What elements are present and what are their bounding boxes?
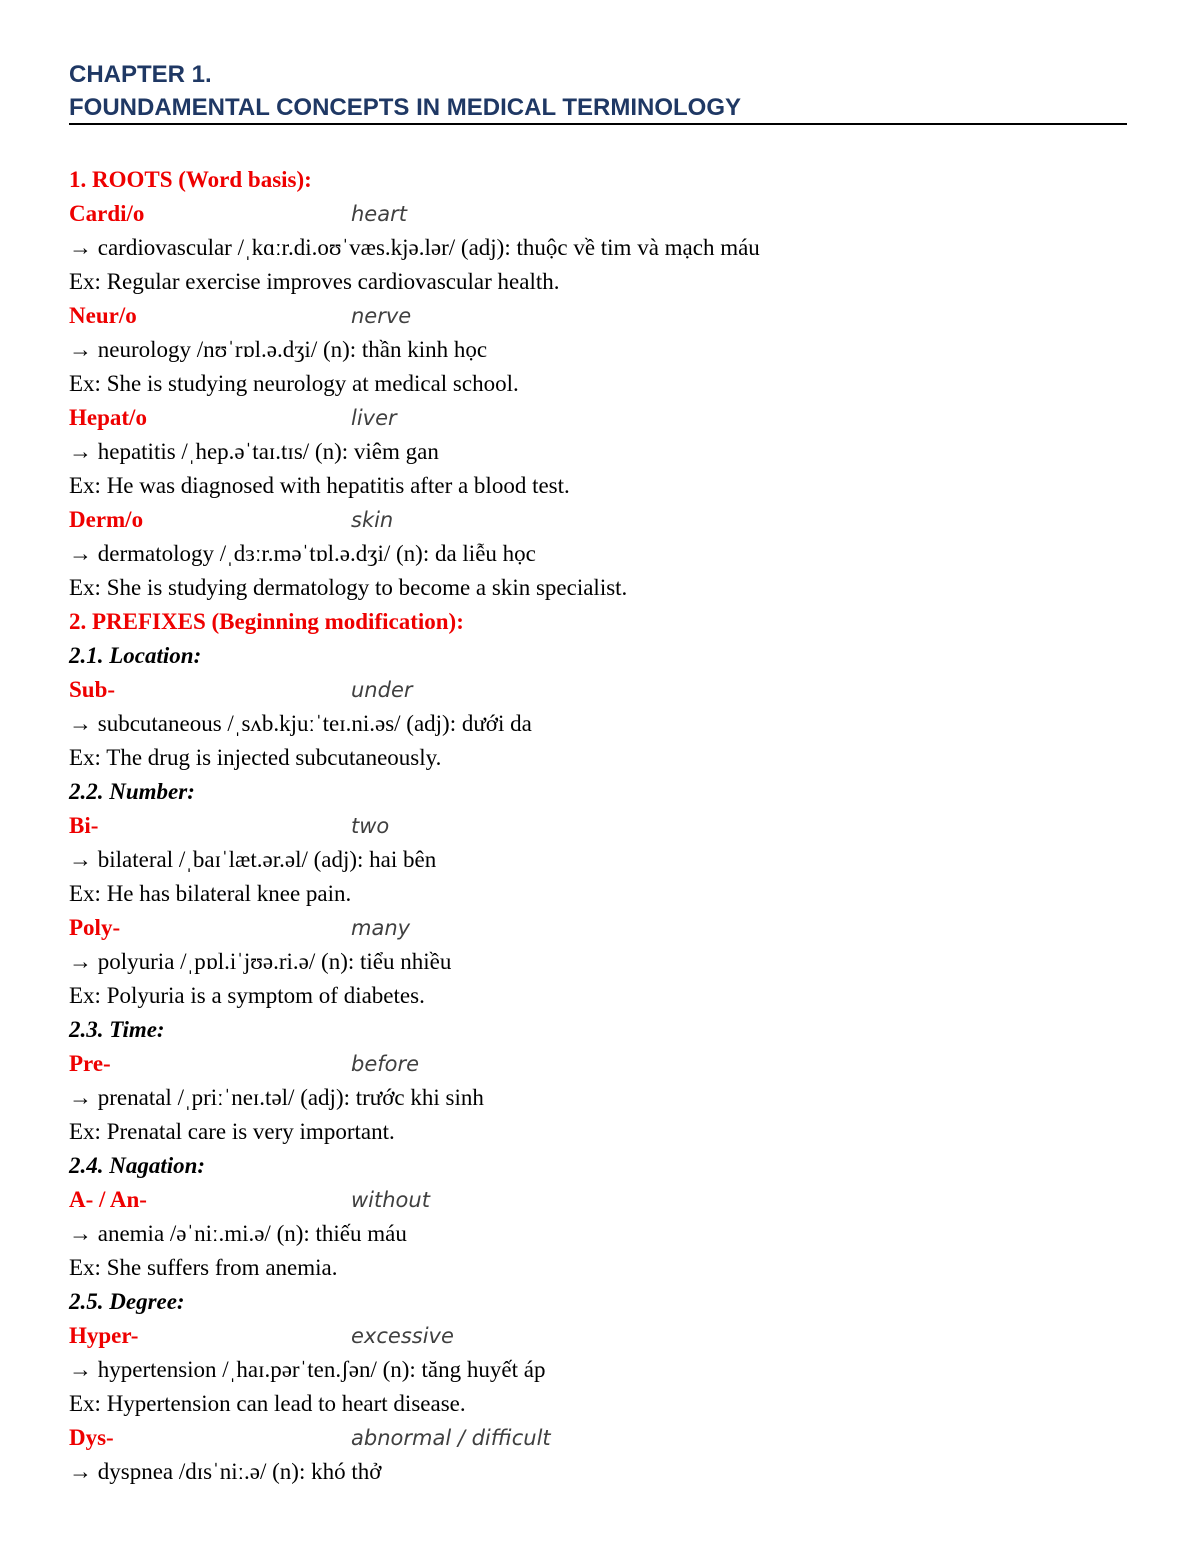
subsection-heading-degree: 2.5. Degree: xyxy=(69,1289,185,1314)
term-row xyxy=(69,911,1129,945)
term: Dys- xyxy=(69,1425,114,1450)
term-row xyxy=(69,503,1129,537)
subsection-heading-location: 2.1. Location: xyxy=(69,643,202,668)
term: Derm/o xyxy=(69,507,144,532)
header-divider xyxy=(69,123,1127,125)
term: Hyper- xyxy=(69,1323,139,1348)
term-meaning: skin xyxy=(351,508,394,532)
term-meaning: before xyxy=(351,1052,420,1076)
term-row xyxy=(69,1183,1129,1217)
chapter-title: FOUNDAMENTAL CONCEPTS IN MEDICAL TERMINOLOGY xyxy=(69,94,741,121)
subsection-heading-number: 2.2. Number: xyxy=(69,779,195,804)
term-row xyxy=(69,197,1129,231)
term-meaning: abnormal / difficult xyxy=(351,1426,551,1450)
term: Sub- xyxy=(69,677,116,702)
example-line: Ex: The drug is injected subcutaneously. xyxy=(69,745,442,770)
word-line: → neurology /nʊˈrɒl.ə.dʒi/ (n): thần kinh học xyxy=(69,337,488,362)
term-row xyxy=(69,1421,1129,1455)
term: Cardi/o xyxy=(69,201,145,226)
section-heading-prefixes: 2. PREFIXES (Beginning modification): xyxy=(69,609,464,634)
term: Hepat/o xyxy=(69,405,147,430)
term: Neur/o xyxy=(69,303,137,328)
word-line: → anemia /əˈniː.mi.ə/ (n): thiếu máu xyxy=(69,1221,407,1246)
term-meaning: heart xyxy=(351,202,407,226)
chapter-header xyxy=(69,58,1127,124)
word-line: → bilateral /ˌbaɪˈlæt.ər.əl/ (adj): hai bên xyxy=(69,847,437,872)
term-meaning: liver xyxy=(351,406,397,430)
example-line: Ex: She is studying dermatology to become a skin specialist. xyxy=(69,575,628,600)
example-line: Ex: Hypertension can lead to heart disease. xyxy=(69,1391,466,1416)
term: Bi- xyxy=(69,813,99,838)
term-meaning: excessive xyxy=(351,1324,454,1348)
subsection-heading-negation: 2.4. Nagation: xyxy=(69,1153,206,1178)
term-row xyxy=(69,809,1129,843)
subsection-heading-time: 2.3. Time: xyxy=(69,1017,165,1042)
term: A- / An- xyxy=(69,1187,147,1212)
term: Pre- xyxy=(69,1051,111,1076)
term-meaning: many xyxy=(351,916,411,940)
term-row xyxy=(69,1319,1129,1353)
example-line: Ex: Prenatal care is very important. xyxy=(69,1119,395,1144)
example-line: Ex: He has bilateral knee pain. xyxy=(69,881,352,906)
term-meaning: without xyxy=(351,1188,430,1212)
example-line: Ex: Regular exercise improves cardiovascular health. xyxy=(69,269,560,294)
example-line: Ex: She is studying neurology at medical school. xyxy=(69,371,519,396)
word-line: → prenatal /ˌpriːˈneɪ.təl/ (adj): trước khi sinh xyxy=(69,1085,484,1110)
term: Poly- xyxy=(69,915,121,940)
word-line: → dyspnea /dɪsˈniː.ə/ (n): khó thở xyxy=(69,1459,382,1484)
section-heading-roots: 1. ROOTS (Word basis): xyxy=(69,167,312,192)
example-line: Ex: He was diagnosed with hepatitis after a blood test. xyxy=(69,473,570,498)
term-row xyxy=(69,299,1129,333)
chapter-number: CHAPTER 1. xyxy=(69,61,212,88)
term-row xyxy=(69,1047,1129,1081)
term-meaning: nerve xyxy=(351,304,412,328)
term-row xyxy=(69,673,1129,707)
word-line: → hypertension /ˌhaɪ.pərˈten.ʃən/ (n): tăng huyết áp xyxy=(69,1357,546,1382)
word-line: → polyuria /ˌpɒl.iˈjʊə.ri.ə/ (n): tiểu nhiều xyxy=(69,949,452,974)
word-line: → cardiovascular /ˌkɑːr.di.oʊˈvæs.kjə.lər/ (adj): thuộc về tim và mạch máu xyxy=(69,235,760,260)
example-line: Ex: Polyuria is a symptom of diabetes. xyxy=(69,983,425,1008)
document-body xyxy=(69,163,1129,1489)
example-line: Ex: She suffers from anemia. xyxy=(69,1255,338,1280)
term-meaning: two xyxy=(351,814,390,838)
word-line: → subcutaneous /ˌsʌb.kjuːˈteɪ.ni.əs/ (adj): dưới da xyxy=(69,711,532,736)
term-row xyxy=(69,401,1129,435)
term-meaning: under xyxy=(351,678,413,702)
word-line: → dermatology /ˌdɜːr.məˈtɒl.ə.dʒi/ (n): da liễu học xyxy=(69,541,536,566)
word-line: → hepatitis /ˌhep.əˈtaɪ.tɪs/ (n): viêm gan xyxy=(69,439,439,464)
